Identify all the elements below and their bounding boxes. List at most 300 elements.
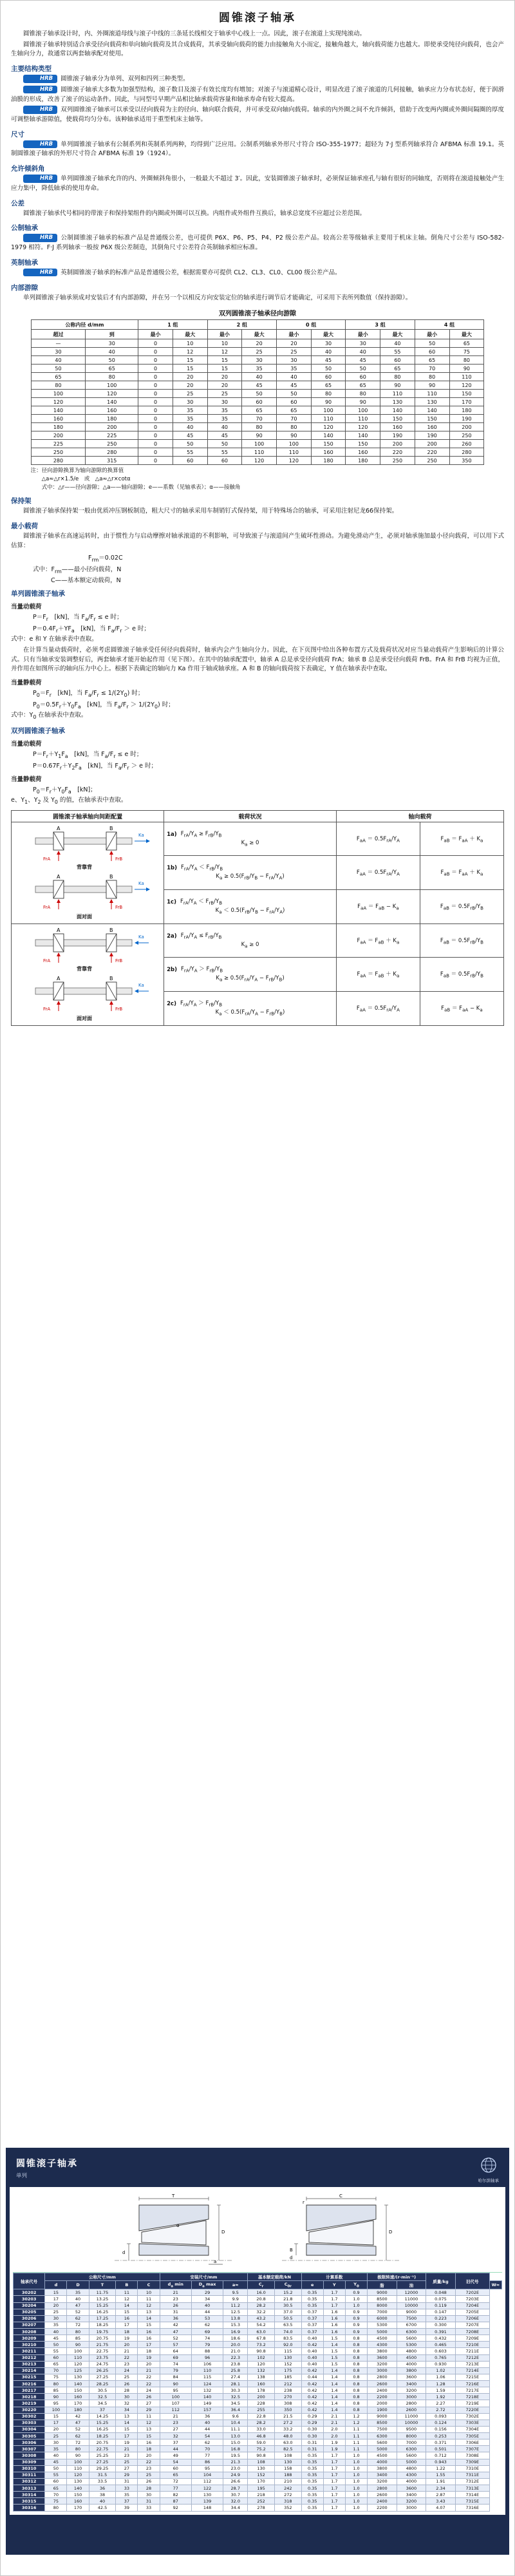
table-cell: 24 <box>138 2387 160 2394</box>
table-cell: 9000 <box>368 2413 397 2420</box>
table-cell: 2600 <box>368 2381 397 2387</box>
table-cell: 30218 <box>14 2394 45 2400</box>
table-cell: 3800 <box>368 2348 397 2354</box>
table-cell: 1.7 <box>323 2505 345 2511</box>
table-cell: 100 <box>45 2407 67 2413</box>
table-cell: 7206E <box>455 2315 489 2322</box>
axial-load-formula-a: $F_{aA} = 0.5F_{rA}/Y_A$ <box>336 856 420 890</box>
table-cell: 4000 <box>397 2361 426 2367</box>
table-row <box>14 2348 502 2354</box>
table-cell: 0.40 <box>301 2335 323 2342</box>
table-cell: 1.7 <box>323 2296 345 2302</box>
table-cell: 29 <box>138 2407 160 2413</box>
bearing-b-label: B <box>109 975 113 981</box>
table-cell: 72 <box>67 2322 89 2328</box>
table-cell: 50 <box>207 440 242 448</box>
table-cell: 10 <box>173 339 207 348</box>
table-cell: 280 <box>31 457 86 465</box>
table-subheader-cell: 脂 <box>368 2281 397 2289</box>
case-label: 1c) <box>167 898 176 905</box>
clearance-header-max: 最大 <box>380 330 415 339</box>
condition-text-2: $K_a < 0.5(F_{rB}/Y_B - F_{rA}/Y_A)$ <box>215 907 285 915</box>
table-cell: 1.4 <box>323 2367 345 2374</box>
table-cell: 152 <box>248 2472 275 2478</box>
table-cell: 1.7 <box>323 2452 345 2459</box>
table-row <box>14 2459 502 2465</box>
table-cell: 110 <box>346 415 380 423</box>
table-cell: 13 <box>138 2426 160 2432</box>
table-cell: 106 <box>191 2361 223 2367</box>
table-cell: 0.8 <box>345 2367 367 2374</box>
table-cell: 12 <box>207 348 242 356</box>
section-heading-clearance: 内部游隙 <box>11 283 38 292</box>
table-cell: 30 <box>173 398 207 406</box>
load-condition-cell <box>164 856 337 890</box>
config-header-arrangement: 圆锥滚子轴承轴向间距配置 <box>12 810 164 822</box>
table-cell: 1.28 <box>426 2381 456 2387</box>
table-cell: 0 <box>138 415 173 423</box>
table-cell: 60 <box>207 457 242 465</box>
table-cell: 0.30 <box>301 2426 323 2432</box>
table-cell: 20 <box>45 2426 67 2432</box>
tilt-text: 单列圆锥滚子轴承允许的内、外圈倾斜角很小，一般最大不超过 3′。因此，安装圆锥滚子轴承时，必须保证轴承座孔与轴有很好的同轴度，否则将在滚道接触处产生应力集中，降低轴承的使用寿命。 <box>11 175 504 192</box>
table-cell: 150 <box>449 390 484 398</box>
table-cell: 32.0 <box>223 2498 248 2505</box>
table-cell: 250 <box>31 448 86 457</box>
table-cell: 30216 <box>14 2381 45 2387</box>
table-cell: 7000 <box>397 2439 426 2446</box>
table-cell: 190 <box>449 415 484 423</box>
table-cell: 95 <box>160 2387 191 2394</box>
table-cell: 5600 <box>397 2335 426 2342</box>
table-cell: 30305 <box>14 2433 45 2439</box>
table-cell: 30207 <box>14 2322 45 2328</box>
dimension-label-d: d <box>122 2250 126 2255</box>
table-cell: 8500 <box>368 2296 397 2302</box>
table-cell: 7304E <box>455 2426 489 2432</box>
table-row <box>31 348 484 356</box>
table-cell: 1.7 <box>323 2498 345 2505</box>
table-cell: 37 <box>116 2498 138 2505</box>
table-cell: 23.0 <box>223 2465 248 2472</box>
table-subheader-cell: d <box>45 2281 67 2289</box>
condition-text-2: $K_a \ge 0.5(F_{rB}/Y_B - F_{rA}/Y_A)$ <box>216 873 285 881</box>
table-cell: 4.07 <box>426 2505 456 2511</box>
single-static-heading: 当量静载荷 <box>11 679 42 687</box>
structure-paragraph-2 <box>11 86 504 104</box>
table-row <box>31 440 484 448</box>
section-heading-metric: 公制轴承 <box>11 224 38 232</box>
table-cell: 22.3 <box>223 2354 248 2361</box>
table-cell: 3200 <box>397 2387 426 2394</box>
table-cell: 50 <box>311 365 346 373</box>
clearance-header-min: 最小 <box>276 330 311 339</box>
table-cell: 20.75 <box>89 2439 116 2446</box>
table-row <box>14 2394 502 2400</box>
table-cell: 33.0 <box>248 2426 275 2432</box>
table-cell: 35 <box>173 415 207 423</box>
table-cell: 65 <box>276 406 311 415</box>
metric-paragraph <box>11 234 504 252</box>
table-cell: 45 <box>276 381 311 390</box>
hrb-logo-badge: HRB <box>23 75 57 83</box>
table-cell: 180 <box>67 2407 89 2413</box>
table-cell: 83.5 <box>274 2335 301 2342</box>
table-cell: 1.0 <box>345 2498 367 2505</box>
table-cell: 2.0 <box>323 2426 345 2432</box>
table-cell: 7310E <box>455 2465 489 2472</box>
table-cell: 2.0 <box>323 2433 345 2439</box>
table-cell: 16.0 <box>248 2289 275 2296</box>
table-cell: 0.42 <box>301 2387 323 2394</box>
table-row <box>31 381 484 390</box>
table-cell: 65 <box>45 2361 67 2367</box>
table-cell: 7208E <box>455 2329 489 2335</box>
table-cell: 200 <box>449 423 484 431</box>
single-dynamic-formula-2: $P=0.4F_r+YF_a$ [kN]，当 $F_a/F_r > e$ 时； <box>33 625 150 634</box>
table-cell: 20 <box>173 381 207 390</box>
table-cell: 10.4 <box>223 2420 248 2426</box>
table-cell: 130 <box>380 398 415 406</box>
radial-load-a-label: FrA <box>43 1006 51 1012</box>
table-row <box>14 2309 502 2315</box>
table-cell: 30203 <box>14 2296 45 2302</box>
table-cell: 4500 <box>397 2354 426 2361</box>
table-cell: 36.4 <box>223 2407 248 2413</box>
table-cell: 50.5 <box>274 2315 301 2322</box>
table-cell: 130 <box>67 2374 89 2380</box>
table-cell: 140 <box>346 431 380 440</box>
table-cell: 30 <box>45 2315 67 2322</box>
table-cell: 255 <box>248 2407 275 2413</box>
table-cell: 22.75 <box>89 2446 116 2452</box>
table-cell: 29 <box>191 2289 223 2296</box>
table-subheader-cell: $d_a$ min <box>160 2281 191 2289</box>
table-cell: 90 <box>67 2342 89 2348</box>
table-cell: 110 <box>67 2354 89 2361</box>
table-cell: 3400 <box>397 2381 426 2387</box>
table-cell: 36 <box>191 2413 223 2420</box>
table-row <box>14 2329 502 2335</box>
table-cell: 60 <box>346 373 380 381</box>
table-cell: 120 <box>346 423 380 431</box>
clearance-header-min: 最小 <box>207 330 242 339</box>
config-header-axial-load: 轴向载荷 <box>336 810 503 822</box>
single-static-where: 式中：$Y_0$ 在轴承表中查取。 <box>11 711 88 720</box>
table-cell: 65 <box>242 406 277 415</box>
header-mass: 质量/kg <box>426 2273 456 2289</box>
table-cell: 65 <box>449 339 484 348</box>
table-cell: 30214 <box>14 2367 45 2374</box>
table-cell: 1.5 <box>323 2335 345 2342</box>
table-cell: 15.2 <box>274 2289 301 2296</box>
table-cell: 65 <box>311 381 346 390</box>
table-cell: 200 <box>380 440 415 448</box>
table-cell: 21.3 <box>223 2459 248 2465</box>
table-cell: 1.6 <box>323 2329 345 2335</box>
table-cell: 120 <box>86 390 138 398</box>
table-cell: 122 <box>191 2485 223 2492</box>
table-cell: 0 <box>138 381 173 390</box>
arrangement-diagram-group-2 <box>12 923 164 1025</box>
axial-force-label: Ka <box>138 934 144 940</box>
table-cell: 250 <box>449 431 484 440</box>
config-header-load-condition: 载荷状况 <box>164 810 337 822</box>
table-cell: 200 <box>415 440 449 448</box>
table-cell: 2.34 <box>426 2485 456 2492</box>
table-cell: 1.4 <box>323 2387 345 2394</box>
double-static-formula-1: $P_0=F_r+Y_0F_a$ [kN]； <box>33 786 97 795</box>
table-cell: 0.35 <box>301 2485 323 2492</box>
table-subheader-cell: $C_r$ <box>248 2281 275 2289</box>
table-cell: 1.7 <box>323 2289 345 2296</box>
table-cell: 22.8 <box>248 2413 275 2420</box>
table-cell: 50 <box>242 390 277 398</box>
table-cell: 7209E <box>455 2335 489 2342</box>
table-cell: 0.075 <box>426 2296 456 2302</box>
table-cell: 60 <box>160 2465 191 2472</box>
table-cell: 27 <box>116 2465 138 2472</box>
table-cell: 1.59 <box>426 2387 456 2394</box>
table-cell: 220 <box>415 448 449 457</box>
table-cell: 25 <box>276 348 311 356</box>
case-label: 1b) <box>167 865 178 872</box>
table-cell: 7202E <box>455 2289 489 2296</box>
table-cell: 218 <box>248 2492 275 2498</box>
table-cell: 65 <box>86 365 138 373</box>
table-cell: 14.25 <box>89 2413 116 2420</box>
table-cell: 180 <box>31 423 86 431</box>
table-cell: 27 <box>138 2400 160 2407</box>
table-cell: 18 <box>116 2329 138 2335</box>
table-cell: 180 <box>86 415 138 423</box>
table-cell: 0.42 <box>301 2394 323 2400</box>
table-cell: 73.2 <box>248 2342 275 2348</box>
table-cell: 2200 <box>368 2505 397 2511</box>
table-cell: 75.2 <box>248 2446 275 2452</box>
table-cell: 185 <box>274 2374 301 2380</box>
table-cell: 0.35 <box>301 2296 323 2302</box>
table-cell: 175 <box>274 2367 301 2374</box>
table-cell: 120 <box>276 457 311 465</box>
table-row <box>14 2452 502 2459</box>
table-row <box>14 2381 502 2387</box>
axial-load-formula-b: $F_{aB} = F_{aA} + K_a$ <box>420 822 503 856</box>
condition-text-2: $K_a \ge 0.5(F_{rA}/Y_A - F_{rB}/Y_B)$ <box>216 975 285 983</box>
table-row <box>14 2289 502 2296</box>
table-cell: — <box>31 339 86 348</box>
axial-load-formula-b: $F_{aB} = 0.5F_{rB}/Y_B$ <box>420 890 503 924</box>
table-cell: 139 <box>191 2498 223 2505</box>
table-cell: 30208 <box>14 2329 45 2335</box>
table-cell: 13 <box>116 2413 138 2420</box>
table-cell: 0.9 <box>345 2309 367 2315</box>
table-cell: 39 <box>116 2505 138 2511</box>
table-cell: 1.0 <box>345 2296 367 2302</box>
minload-where-2: C——基本额定动载荷，N <box>51 577 121 585</box>
dimension-label-D: D <box>221 2230 225 2235</box>
section-heading-minload: 最小载荷 <box>11 522 38 531</box>
table-cell: 20 <box>138 2452 160 2459</box>
table-cell: 70 <box>191 2446 223 2452</box>
table-cell: 0.35 <box>301 2478 323 2485</box>
axial-load-formula-a: $F_{aA} = F_{aB} + K_a$ <box>336 958 420 992</box>
bearing-a-label: A <box>57 927 61 933</box>
table-cell: 19.5 <box>223 2452 248 2459</box>
table-cell: 318 <box>274 2498 301 2505</box>
table-cell: 16 <box>138 2439 160 2446</box>
table-cell: 190 <box>415 431 449 440</box>
condition-text-2: $K_a \ge 0$ <box>241 839 259 848</box>
table-cell: 1.1 <box>345 2439 367 2446</box>
load-condition-cell <box>164 923 337 958</box>
table-cell: 79 <box>160 2367 191 2374</box>
header-bearing-code: 轴承代号 <box>14 2273 45 2289</box>
clearance-header-group: 4 组 <box>415 320 484 330</box>
table-cell: 140 <box>311 431 346 440</box>
radial-load-b-label: FrB <box>115 958 123 963</box>
table-cell: 3800 <box>368 2465 397 2472</box>
axial-configuration-table <box>11 810 504 1026</box>
table-cell: 0.8 <box>345 2342 367 2348</box>
table-cell: 130 <box>248 2465 275 2472</box>
table-cell: 18.25 <box>89 2433 116 2439</box>
table-row <box>14 2315 502 2322</box>
table-cell: 12 <box>173 348 207 356</box>
table-cell: 90.8 <box>248 2452 275 2459</box>
table-cell: 64 <box>160 2348 191 2354</box>
table-cell: 7207E <box>455 2322 489 2328</box>
table-cell: 25 <box>138 2472 160 2478</box>
table-cell: 33.5 <box>89 2478 116 2485</box>
table-cell: 15 <box>116 2426 138 2432</box>
clearance-header-min: 最小 <box>346 330 380 339</box>
table-cell: 30 <box>207 398 242 406</box>
table-cell: 7211E <box>455 2348 489 2354</box>
table-cell: 132 <box>191 2387 223 2394</box>
table-cell: 30313 <box>14 2485 45 2492</box>
bearing-a-label: A <box>57 825 61 831</box>
table-cell: 35 <box>116 2492 138 2498</box>
table-cell: 0.29 <box>301 2413 323 2420</box>
dimension-label-a: a <box>214 2259 217 2264</box>
table-cell: 30209 <box>14 2335 45 2342</box>
table-cell: 7303E <box>455 2420 489 2426</box>
table-cell: 110 <box>449 373 484 381</box>
table-cell: 26 <box>116 2381 138 2387</box>
table-cell: 35 <box>45 2446 67 2452</box>
table-cell: 86 <box>191 2459 223 2465</box>
table-cell: 0.9 <box>345 2289 367 2296</box>
table-cell: 0.8 <box>345 2387 367 2394</box>
table-cell: 1.4 <box>323 2374 345 2380</box>
inch-paragraph <box>11 269 504 278</box>
table-cell: 4300 <box>368 2342 397 2348</box>
table-cell: 0.9 <box>345 2329 367 2335</box>
table-cell: 1.9 <box>323 2446 345 2452</box>
table-cell: 10 <box>138 2289 160 2296</box>
table-cell: 40 <box>242 373 277 381</box>
table-cell: 70 <box>45 2492 67 2498</box>
bearing-table-header-row-1 <box>14 2273 502 2281</box>
table-cell: 102 <box>248 2354 275 2361</box>
table-cell: 32.5 <box>89 2394 116 2400</box>
table-cell: 90 <box>67 2452 89 2459</box>
table-cell: 7307E <box>455 2446 489 2452</box>
table-cell: 40 <box>380 339 415 348</box>
table-row <box>14 2367 502 2374</box>
dimension-label-B: B <box>290 2248 293 2253</box>
table-cell: 188 <box>274 2472 301 2478</box>
table-cell: 40 <box>311 348 346 356</box>
table-cell: 18 <box>138 2446 160 2452</box>
table-cell: 5600 <box>397 2452 426 2459</box>
table-cell: 0.8 <box>345 2381 367 2387</box>
table-cell: 5000 <box>368 2329 397 2335</box>
structure-paragraph-1 <box>11 75 504 84</box>
table-cell: 12.5 <box>223 2309 248 2315</box>
clearance-header-over: 超过 <box>31 330 86 339</box>
table-cell: 80 <box>415 373 449 381</box>
table-cell: 23.75 <box>89 2354 116 2361</box>
table-row <box>14 2400 502 2407</box>
arrangement-diagram-group-1 <box>12 822 164 923</box>
table-cell: 100 <box>346 406 380 415</box>
table-cell: 21 <box>138 2367 160 2374</box>
clearance-table-title: 双列圆锥滚子轴承径向游隙 <box>219 310 296 318</box>
structure-text-1: 圆锥滚子轴承分为单列、双列和四列三种类型。 <box>61 75 189 83</box>
table-cell: 100 <box>276 440 311 448</box>
axial-load-formula-a: $F_{aA} = 0.5F_{rA}/Y_A$ <box>336 992 420 1026</box>
bearing-table-body <box>14 2289 502 2511</box>
case-label: 1a) <box>167 831 177 838</box>
table-row <box>31 356 484 365</box>
table-row <box>14 2335 502 2342</box>
table-cell: 80 <box>449 356 484 365</box>
table-cell: 7220E <box>455 2407 489 2413</box>
table-cell: 17 <box>138 2342 160 2348</box>
config-row-1a <box>12 822 504 856</box>
table-cell: 3400 <box>368 2472 397 2478</box>
table-cell: 0.9 <box>345 2315 367 2322</box>
table-cell: 30303 <box>14 2420 45 2426</box>
table-cell: 0.35 <box>301 2492 323 2498</box>
table-cell: 20 <box>207 381 242 390</box>
table-cell: 11.75 <box>89 2289 116 2296</box>
table-cell: 80 <box>67 2329 89 2335</box>
table-cell: 30211 <box>14 2348 45 2354</box>
table-cell: 9000 <box>397 2309 426 2315</box>
table-row <box>14 2296 502 2302</box>
table-cell: 30 <box>31 348 86 356</box>
section-heading-single-row: 单列圆锥滚子轴承 <box>11 590 65 598</box>
table-cell: 65 <box>160 2472 191 2478</box>
table-cell: 40 <box>191 2420 223 2426</box>
double-dynamic-formula-2: $P=0.67F_r+Y_2F_a$ [kN]，当 $F_a/F_r > e$ 时； <box>33 762 158 771</box>
table-cell: 34.4 <box>223 2505 248 2511</box>
table-cell: 0.432 <box>426 2335 456 2342</box>
clearance-header-group: 0 组 <box>276 320 345 330</box>
double-dynamic-heading: 当量动载荷 <box>11 741 42 748</box>
axial-load-formula-b: $F_{aB} = 0.5F_{rB}/Y_B$ <box>420 923 503 958</box>
single-static-formula-2: $P_0=0.5F_r+Y_0F_a$ [kN]，当 $F_a/F_r > 1/(2Y_0)$ 时； <box>33 701 174 710</box>
table-cell: 26 <box>138 2478 160 2485</box>
table-cell: 12 <box>116 2296 138 2302</box>
table-cell: 278 <box>248 2505 275 2511</box>
table-cell: 18 <box>138 2348 160 2354</box>
table-cell: 1.2 <box>345 2413 367 2420</box>
table-cell: 125 <box>67 2367 89 2374</box>
